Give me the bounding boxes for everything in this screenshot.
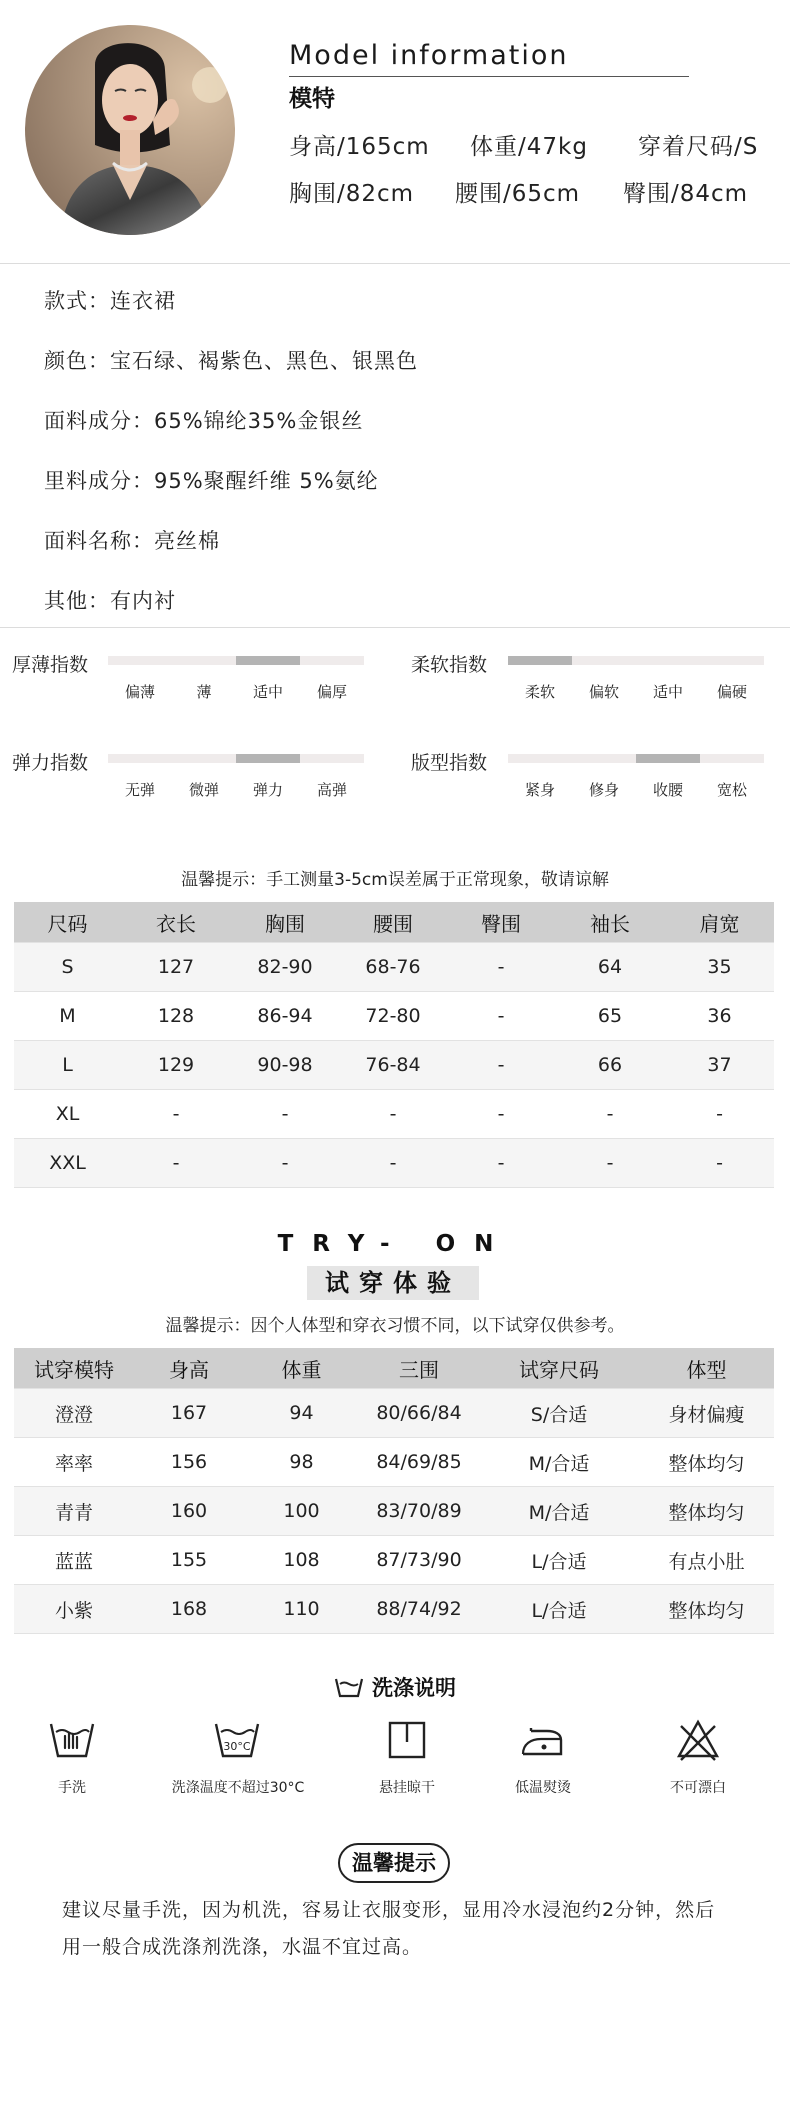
table-cell: 128 [121, 992, 231, 1041]
table-cell: 82-90 [231, 943, 339, 992]
stretch-index-track [108, 754, 364, 763]
tryon-table [14, 1348, 774, 1634]
table-cell: 65 [555, 992, 665, 1041]
table-cell: 68-76 [339, 943, 447, 992]
thickness-index-tick: 偏薄 [124, 683, 155, 701]
hang-dry-label: 悬挂晾干 [379, 1780, 435, 1796]
thickness-index-tick: 适中 [252, 683, 283, 701]
table-cell: - [447, 943, 555, 992]
softness-index-tick: 柔软 [524, 683, 555, 701]
column-header: 腰围 [339, 902, 447, 943]
table-cell: 98 [244, 1438, 359, 1487]
fit-index-tick: 修身 [588, 781, 619, 799]
table-cell: 小紫 [14, 1585, 134, 1634]
table-cell: - [339, 1090, 447, 1139]
no-bleach-icon [675, 1718, 721, 1762]
table-cell: 率率 [14, 1438, 134, 1487]
tryon-note: 温馨提示：因个人体型和穿衣习惯不同，以下试穿仅供参考。 [165, 1316, 625, 1336]
softness-index-marker [508, 656, 572, 665]
column-header: 体重 [244, 1348, 359, 1389]
thickness-index-label: 厚薄指数 [12, 654, 89, 676]
table-cell: - [665, 1090, 774, 1139]
column-header: 尺码 [14, 902, 121, 943]
column-header: 肩宽 [665, 902, 774, 943]
table-cell: - [231, 1139, 339, 1188]
column-header: 臀围 [447, 902, 555, 943]
size-table [14, 902, 774, 1188]
no-bleach-label: 不可漂白 [670, 1780, 726, 1796]
column-header: 袖长 [555, 902, 665, 943]
low-iron-icon [517, 1722, 567, 1762]
table-cell: M/合适 [479, 1487, 639, 1536]
column-header: 体型 [639, 1348, 774, 1389]
table-cell: 80/66/84 [359, 1389, 479, 1438]
wash-temp-label: 洗涤温度不超过30°C [171, 1780, 305, 1796]
fit-index-tick: 紧身 [524, 781, 555, 799]
table-cell: 整体均匀 [639, 1438, 774, 1487]
column-header: 胸围 [231, 902, 339, 943]
table-cell: 90-98 [231, 1041, 339, 1090]
table-cell: 127 [121, 943, 231, 992]
attr-other: 其他：有内衬 [44, 589, 176, 613]
attributes-divider [0, 627, 790, 628]
hand-wash-icon [47, 1718, 97, 1762]
tryon-row-header [14, 1348, 774, 1389]
table-cell: 110 [244, 1585, 359, 1634]
tryon-row [14, 1438, 774, 1487]
tryon-row [14, 1536, 774, 1585]
thickness-index-tick: 薄 [196, 683, 212, 701]
tryon-title: TRY- ON [277, 1231, 513, 1257]
fit-index-marker [636, 754, 700, 763]
table-cell: 37 [665, 1041, 774, 1090]
table-cell: - [231, 1090, 339, 1139]
softness-index-track [508, 656, 764, 665]
thickness-index-tick: 偏厚 [316, 683, 347, 701]
tryon-subtitle: 试穿体验 [307, 1266, 479, 1300]
table-cell: - [121, 1090, 231, 1139]
table-cell: 蓝蓝 [14, 1536, 134, 1585]
tip-badge: 温馨提示 [338, 1843, 450, 1883]
table-cell: 35 [665, 943, 774, 992]
table-cell: - [447, 1139, 555, 1188]
table-cell: 青青 [14, 1487, 134, 1536]
table-cell: 100 [244, 1487, 359, 1536]
table-cell: 87/73/90 [359, 1536, 479, 1585]
thickness-index-marker [236, 656, 300, 665]
washing-heading [0, 1672, 790, 1703]
attr-colors: 颜色：宝石绿、褐紫色、黑色、银黑色 [44, 349, 418, 373]
table-cell: 129 [121, 1041, 231, 1090]
fit-index-tick: 宽松 [716, 781, 747, 799]
table-cell: - [555, 1090, 665, 1139]
table-cell: 72-80 [339, 992, 447, 1041]
fit-index-track [508, 754, 764, 763]
table-cell: - [447, 1090, 555, 1139]
thickness-index-track [108, 656, 364, 665]
washing-title: 洗涤说明 [372, 1676, 456, 1700]
table-cell: 155 [134, 1536, 244, 1585]
svg-text:30°C: 30°C [223, 1740, 251, 1753]
size-row [14, 1090, 774, 1139]
stretch-index-marker [236, 754, 300, 763]
attr-style: 款式：连衣裙 [44, 289, 176, 313]
stretch-index-tick: 无弹 [124, 781, 155, 799]
model-info-title: Model information [289, 40, 569, 71]
model-size: 穿着尺码/S [638, 134, 759, 160]
table-cell: 澄澄 [14, 1389, 134, 1438]
hang-dry-icon [385, 1718, 429, 1762]
table-cell: 167 [134, 1389, 244, 1438]
table-cell: 160 [134, 1487, 244, 1536]
table-cell: - [665, 1139, 774, 1188]
softness-index-tick: 偏硬 [716, 683, 747, 701]
table-cell: L [14, 1041, 121, 1090]
table-cell: - [121, 1139, 231, 1188]
tryon-row [14, 1487, 774, 1536]
stretch-index-tick: 高弹 [316, 781, 347, 799]
table-cell: S [14, 943, 121, 992]
table-cell: 156 [134, 1438, 244, 1487]
model-bust: 胸围/82cm [289, 181, 415, 207]
table-cell: - [555, 1139, 665, 1188]
column-header: 衣长 [121, 902, 231, 943]
model-photo [25, 25, 235, 235]
header-divider [0, 263, 790, 264]
washtub-icon [334, 1676, 364, 1703]
table-cell: 88/74/92 [359, 1585, 479, 1634]
table-cell: L/合适 [479, 1536, 639, 1585]
table-cell: 66 [555, 1041, 665, 1090]
low-iron-label: 低温熨烫 [515, 1780, 571, 1796]
size-row-header [14, 902, 774, 943]
column-header: 试穿尺码 [479, 1348, 639, 1389]
size-row [14, 943, 774, 992]
table-cell: XL [14, 1090, 121, 1139]
table-cell: XXL [14, 1139, 121, 1188]
column-header: 身高 [134, 1348, 244, 1389]
tryon-row [14, 1585, 774, 1634]
table-cell: 整体均匀 [639, 1487, 774, 1536]
tip-line-1: 建议尽量手洗，因为机洗，容易让衣服变形，显用冷水浸泡约2分钟，然后 [62, 1899, 716, 1921]
size-row [14, 1041, 774, 1090]
model-title-underline [289, 76, 689, 77]
attr-fabric-name: 面料名称：亮丝棉 [44, 529, 220, 553]
model-hip: 臀围/84cm [623, 181, 749, 207]
table-cell: 64 [555, 943, 665, 992]
table-cell: 76-84 [339, 1041, 447, 1090]
attr-fabric-composition: 面料成分：65%锦纶35%金银丝 [44, 409, 364, 433]
fit-index-tick: 收腰 [652, 781, 683, 799]
table-cell: - [447, 992, 555, 1041]
size-row [14, 1139, 774, 1188]
model-info-subtitle: 模特 [289, 86, 335, 112]
column-header: 三围 [359, 1348, 479, 1389]
table-cell: 94 [244, 1389, 359, 1438]
tip-line-2: 用一般合成洗涤剂洗涤，水温不宜过高。 [62, 1936, 423, 1958]
stretch-index-tick: 弹力 [252, 781, 283, 799]
table-cell: 108 [244, 1536, 359, 1585]
table-cell: M [14, 992, 121, 1041]
table-cell: M/合适 [479, 1438, 639, 1487]
table-cell: L/合适 [479, 1585, 639, 1634]
model-weight: 体重/47kg [470, 134, 588, 160]
fit-index-label: 版型指数 [411, 752, 488, 774]
table-cell: 整体均匀 [639, 1585, 774, 1634]
table-cell: 168 [134, 1585, 244, 1634]
tryon-row [14, 1389, 774, 1438]
stretch-index-label: 弹力指数 [12, 752, 89, 774]
table-cell: - [447, 1041, 555, 1090]
hand-wash-label: 手洗 [58, 1780, 86, 1796]
model-height: 身高/165cm [289, 134, 430, 160]
wash-30-icon [212, 1718, 262, 1762]
table-cell: - [339, 1139, 447, 1188]
size-note: 温馨提示：手工测量3-5cm误差属于正常现象，敬请谅解 [181, 870, 609, 890]
stretch-index-tick: 微弹 [188, 781, 219, 799]
table-cell: 36 [665, 992, 774, 1041]
table-cell: S/合适 [479, 1389, 639, 1438]
model-waist: 腰围/65cm [455, 181, 581, 207]
table-cell: 84/69/85 [359, 1438, 479, 1487]
softness-index-tick: 偏软 [588, 683, 619, 701]
table-cell: 身材偏瘦 [639, 1389, 774, 1438]
table-cell: 83/70/89 [359, 1487, 479, 1536]
table-cell: 86-94 [231, 992, 339, 1041]
column-header: 试穿模特 [14, 1348, 134, 1389]
size-row [14, 992, 774, 1041]
softness-index-tick: 适中 [652, 683, 683, 701]
softness-index-label: 柔软指数 [411, 654, 488, 676]
table-cell: 有点小肚 [639, 1536, 774, 1585]
attr-lining-composition: 里料成分：95%聚醒纤维 5%氨纶 [44, 469, 379, 493]
